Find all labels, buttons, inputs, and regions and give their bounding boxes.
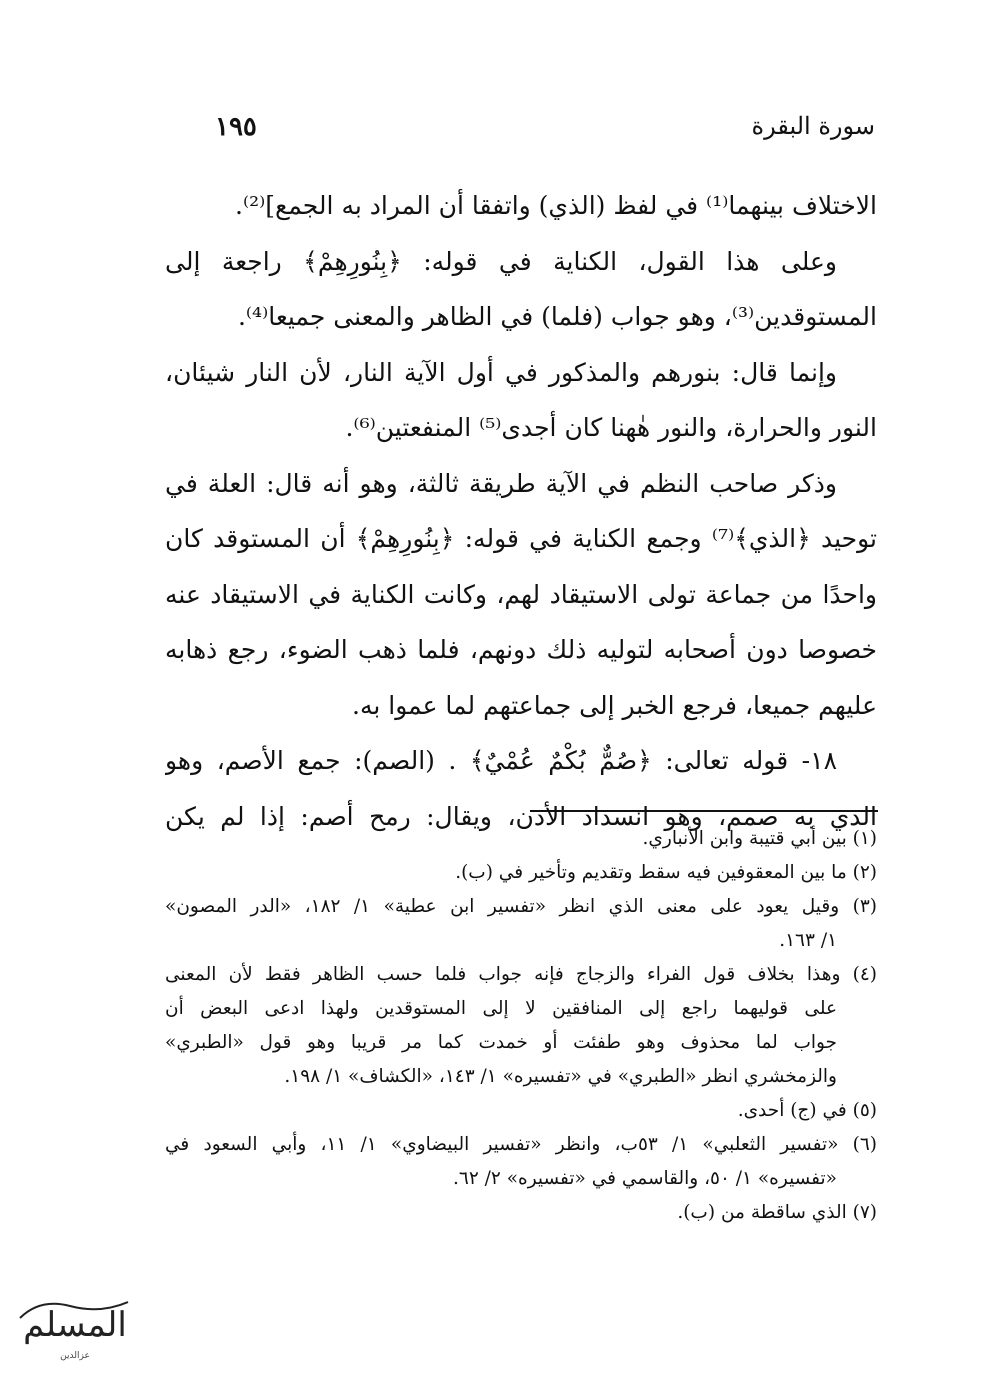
text-line: توحيد ﴿الذي﴾⁽⁷⁾ وجمع الكناية في قوله: ﴿بِنُورِهِمْ﴾ أن المستوقد كان [165,524,877,553]
footnote-5 [165,1094,877,1128]
text-line: وعلى هذا القول، الكناية في قوله: ﴿بِنُورِهِمْ﴾ راجعة إلى [165,246,837,276]
surah-title: سورة البقرة [751,112,875,140]
footnote-line: ١/ ١٦٣. [779,930,837,951]
footnote-line: والزمخشري انظر «الطبري» في «تفسيره» ١/ ١٤٣، «الكشاف» ١/ ١٩٨. [284,1066,837,1087]
page-number: ١٩٥ [215,112,257,142]
footnote-line: (٣) وقيل يعود على معنى الذي انظر «تفسير ابن عطية» ١/ ١٨٢، «الدر المصون» [165,896,877,917]
text-line: واحدًا من جماعة تولى الاستيقاد لهم، وكانت الكناية في الاستيقاد عنه [165,579,877,609]
calligraphy-logo-icon [10,1288,140,1368]
footnote-line: (١) بين أبي قتيبة وابن الأنباري. [642,828,877,849]
footnotes [165,822,877,1230]
footnote-separator [530,810,878,812]
page-header [215,112,875,152]
footnote-2 [165,856,877,890]
text-line: النور والحرارة، والنور هٰهنا كان أجدى⁽⁵⁾ المنفعتين⁽⁶⁾. [345,413,877,442]
logo-small-text: عزالدين [60,1351,90,1361]
text-line: الذي به صمم، وهو انسداد الأذن، ويقال: رمح أصم: إذا لم يكن [165,801,877,831]
logo-text: المسلم [23,1305,127,1345]
footnote-3 [165,890,877,958]
watermark-logo [10,1288,140,1368]
text-line: عليهم جميعا، فرجع الخبر إلى جماعتهم لما عموا به. [352,690,877,720]
footnote-7 [165,1196,877,1230]
footnote-line: على قوليهما راجع إلى المنافقين لا إلى المستوقدين ولهذا ادعى البعض أن [165,998,837,1019]
text-line: المستوقدين⁽³⁾، وهو جواب (فلما) في الظاهر والمعنى جميعا⁽⁴⁾. [237,302,877,331]
main-text [165,178,877,844]
footnote-1 [165,822,877,856]
footnote-line: (٥) في (ج) أحدى. [737,1100,877,1121]
footnote-line: جواب لما محذوف وهو طفئت أو خمدت كما مر قريبا وهو قول «الطبري» [165,1032,837,1053]
footnote-6 [165,1128,877,1196]
footnote-line: (٢) ما بين المعقوفين فيه سقط وتقديم وتأخير في (ب). [455,862,877,883]
footnote-line: (٦) «تفسير الثعلبي» ١/ ٥٣ب، وانظر «تفسير البيضاوي» ١/ ١١، وأبي السعود في [165,1134,877,1155]
text-line: الاختلاف بينهما⁽¹⁾ في لفظ (الذي) واتفقا أن المراد به الجمع]⁽²⁾. [235,191,877,220]
text-line: وذكر صاحب النظم في الآية طريقة ثالثة، وهو أنه قال: العلة في [165,468,837,498]
footnote-line: (٧) الذي ساقطة من (ب). [677,1202,877,1223]
text-line: خصوصا دون أصحابه لتوليه ذلك دونهم، فلما ذهب الضوء، رجع ذهابه [165,635,877,664]
footnote-line: (٤) وهذا بخلاف قول الفراء والزجاج فإنه جواب فلما حسب الظاهر فقط لأن المعنى [165,964,877,985]
footnote-4 [165,958,877,1094]
text-line: ١٨- قوله تعالى: ﴿صُمٌّ بُكْمٌ عُمْيٌ﴾ . (الصم): جمع الأصم، وهو [165,746,837,775]
footnote-line: «تفسيره» ١/ ٥٠، والقاسمي في «تفسيره» ٢/ ٦٢. [453,1168,837,1189]
text-line: وإنما قال: بنورهم والمذكور في أول الآية النار، لأن النار شيئان، [165,357,837,387]
